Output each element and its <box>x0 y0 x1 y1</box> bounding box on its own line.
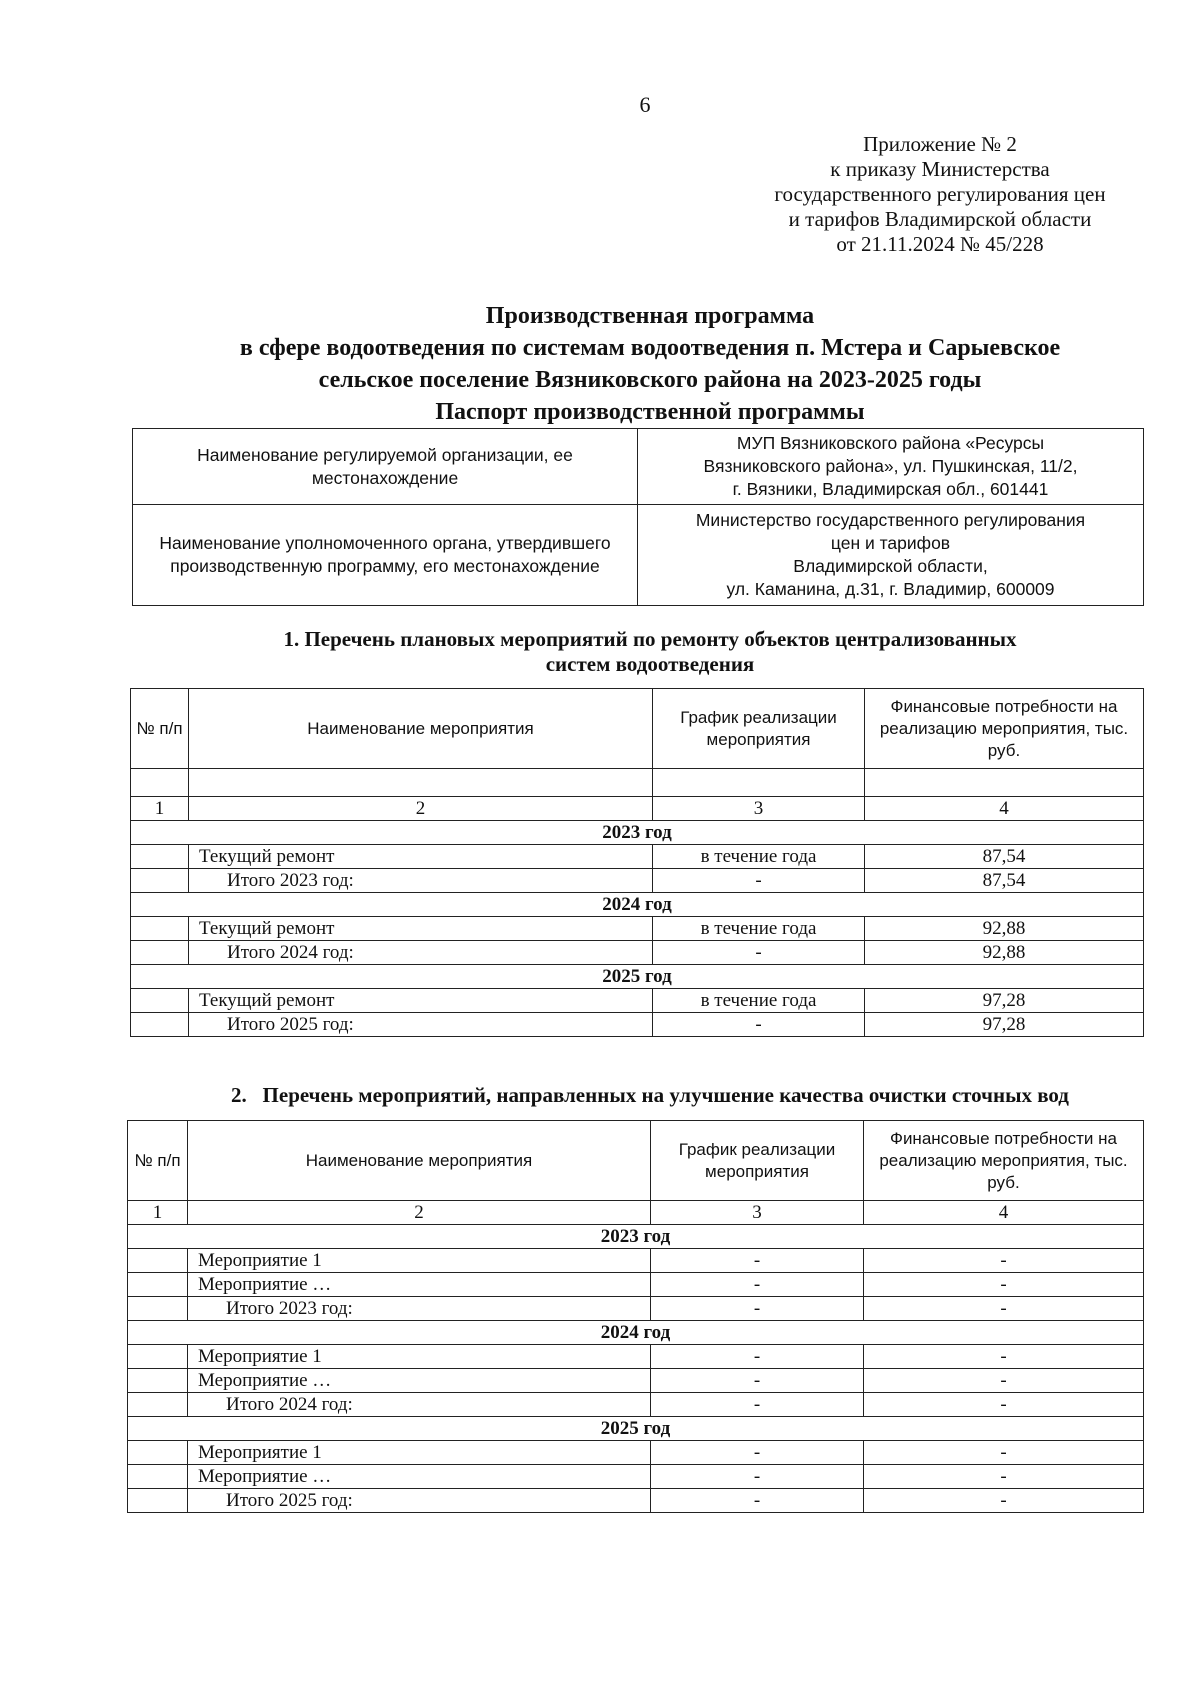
activity-schedule: - <box>651 1465 864 1489</box>
year-label: 2025 год <box>128 1417 1144 1441</box>
passport-row <box>133 429 1144 505</box>
activity-schedule: - <box>651 1369 864 1393</box>
appendix-line: и тарифов Владимирской области <box>788 207 1092 231</box>
activity-schedule: - <box>651 1273 864 1297</box>
activity-schedule: - <box>651 1393 864 1417</box>
appendix-line: к приказу Министерства <box>830 157 1050 181</box>
passport-value-line: ул. Каманина, д.31, г. Владимир, 600009 <box>726 579 1055 599</box>
activity-schedule: - <box>651 1297 864 1321</box>
activity-amount: - <box>864 1441 1144 1465</box>
activity-amount: 97,28 <box>865 989 1144 1013</box>
activity-amount: 92,88 <box>865 941 1144 965</box>
year-row <box>131 821 1144 845</box>
passport-value-line: МУП Вязниковского района «Ресурсы <box>736 433 1045 453</box>
activity-amount: - <box>864 1393 1144 1417</box>
activity-schedule: - <box>653 869 865 893</box>
activity-amount: - <box>864 1465 1144 1489</box>
appendix-line: государственного регулирования цен <box>774 182 1106 206</box>
activity-name: Мероприятие … <box>188 1369 651 1393</box>
table-row <box>131 869 1144 893</box>
column-number: 3 <box>651 1201 864 1225</box>
passport-label: Наименование регулируемой организации, ее местонахождение <box>133 429 638 505</box>
activity-name: Итого 2023 год: <box>189 869 653 893</box>
column-header: № п/п <box>128 1121 188 1201</box>
activity-amount: 87,54 <box>865 869 1144 893</box>
activity-schedule: - <box>653 1013 865 1037</box>
activity-amount: - <box>864 1297 1144 1321</box>
column-header: График реализации мероприятия <box>653 689 865 769</box>
section1-heading-line: систем водоотведения <box>545 652 755 676</box>
column-number: 3 <box>653 797 865 821</box>
column-number: 4 <box>864 1201 1144 1225</box>
passport-row <box>133 505 1144 606</box>
activity-name: Итого 2025 год: <box>188 1489 651 1513</box>
column-header: Наименование мероприятия <box>188 1121 651 1201</box>
column-number: 2 <box>188 1201 651 1225</box>
year-row <box>128 1225 1144 1249</box>
column-header: № п/п <box>131 689 189 769</box>
table-row <box>128 1465 1144 1489</box>
year-row <box>131 965 1144 989</box>
table-row <box>128 1489 1144 1513</box>
activity-schedule: в течение года <box>653 989 865 1013</box>
activity-name: Мероприятие 1 <box>188 1441 651 1465</box>
year-label: 2025 год <box>131 965 1144 989</box>
table-row <box>131 941 1144 965</box>
activity-name: Итого 2025 год: <box>189 1013 653 1037</box>
activity-amount: - <box>864 1249 1144 1273</box>
passport-value-line: Министерство государственного регулирования <box>695 510 1086 530</box>
passport-value-line: Вязниковского района», ул. Пушкинская, 11/2, <box>703 456 1078 476</box>
year-row <box>128 1321 1144 1345</box>
activity-name: Текущий ремонт <box>189 989 653 1013</box>
activity-amount: - <box>864 1369 1144 1393</box>
empty-row <box>131 769 1144 797</box>
activity-schedule: - <box>653 941 865 965</box>
activity-name: Текущий ремонт <box>189 917 653 941</box>
year-label: 2024 год <box>131 893 1144 917</box>
activity-amount: - <box>864 1489 1144 1513</box>
table-row <box>131 845 1144 869</box>
passport-value <box>638 429 1144 505</box>
title-line: сельское поселение Вязниковского района на 2023-2025 годы <box>318 367 982 393</box>
column-number: 1 <box>131 797 189 821</box>
activity-name: Мероприятие … <box>188 1273 651 1297</box>
title-line: Паспорт производственной программы <box>435 399 865 425</box>
passport-value-line: г. Вязники, Владимирская обл., 601441 <box>732 479 1049 499</box>
column-number-row <box>128 1201 1144 1225</box>
section1-heading <box>150 627 1150 677</box>
column-number-row <box>131 797 1144 821</box>
activity-name: Мероприятие 1 <box>188 1249 651 1273</box>
table-row <box>128 1249 1144 1273</box>
title-line: в сфере водоотведения по системам водоотведения п. Мстера и Сарыевское <box>239 335 1061 361</box>
passport-table <box>132 428 1144 606</box>
appendix-line: Приложение № 2 <box>863 132 1017 156</box>
column-header: Финансовые потребности на реализацию мероприятия, тыс. руб. <box>864 1121 1144 1201</box>
table-header-row <box>131 689 1144 769</box>
passport-value-line: Владимирской области, <box>793 556 988 576</box>
section1-table <box>130 688 1144 1037</box>
activity-amount: - <box>864 1345 1144 1369</box>
year-label: 2024 год <box>128 1321 1144 1345</box>
activity-name: Текущий ремонт <box>189 845 653 869</box>
appendix-line: от 21.11.2024 № 45/228 <box>836 232 1044 256</box>
activity-amount: - <box>864 1273 1144 1297</box>
year-row <box>131 893 1144 917</box>
section2-heading: 2. Перечень мероприятий, направленных на улучшение качества очистки сточных вод <box>231 1083 1069 1107</box>
year-row <box>128 1417 1144 1441</box>
passport-label: Наименование уполномоченного органа, утвердившего производственную программу, его местонахождение <box>133 505 638 606</box>
table-row <box>128 1297 1144 1321</box>
title-line: Производственная программа <box>485 303 815 329</box>
activity-schedule: - <box>651 1489 864 1513</box>
activity-name: Мероприятие 1 <box>188 1345 651 1369</box>
activity-amount: 92,88 <box>865 917 1144 941</box>
column-number: 4 <box>865 797 1144 821</box>
column-number: 2 <box>189 797 653 821</box>
year-label: 2023 год <box>128 1225 1144 1249</box>
activity-schedule: - <box>651 1441 864 1465</box>
column-number: 1 <box>128 1201 188 1225</box>
appendix-block <box>730 132 1150 257</box>
activity-name: Итого 2024 год: <box>189 941 653 965</box>
activity-amount: 97,28 <box>865 1013 1144 1037</box>
page-number: 6 <box>639 92 651 117</box>
table-row <box>128 1441 1144 1465</box>
column-header: Наименование мероприятия <box>189 689 653 769</box>
activity-schedule: - <box>651 1249 864 1273</box>
activity-name: Итого 2023 год: <box>188 1297 651 1321</box>
table-row <box>128 1345 1144 1369</box>
activity-name: Итого 2024 год: <box>188 1393 651 1417</box>
table-row <box>128 1393 1144 1417</box>
section1-heading-line: 1. Перечень плановых мероприятий по ремонту объектов централизованных <box>283 627 1017 651</box>
table-row <box>131 1013 1144 1037</box>
activity-schedule: - <box>651 1345 864 1369</box>
column-header: График реализации мероприятия <box>651 1121 864 1201</box>
passport-value <box>638 505 1144 606</box>
table-header-row <box>128 1121 1144 1201</box>
table-row <box>131 989 1144 1013</box>
activity-schedule: в течение года <box>653 845 865 869</box>
document-title <box>150 300 1150 428</box>
year-label: 2023 год <box>131 821 1144 845</box>
passport-value-line: цен и тарифов <box>830 533 951 553</box>
section2-table <box>127 1120 1144 1513</box>
table-row <box>131 917 1144 941</box>
activity-name: Мероприятие … <box>188 1465 651 1489</box>
table-row <box>128 1273 1144 1297</box>
activity-schedule: в течение года <box>653 917 865 941</box>
table-row <box>128 1369 1144 1393</box>
column-header: Финансовые потребности на реализацию мероприятия, тыс. руб. <box>865 689 1144 769</box>
activity-amount: 87,54 <box>865 845 1144 869</box>
